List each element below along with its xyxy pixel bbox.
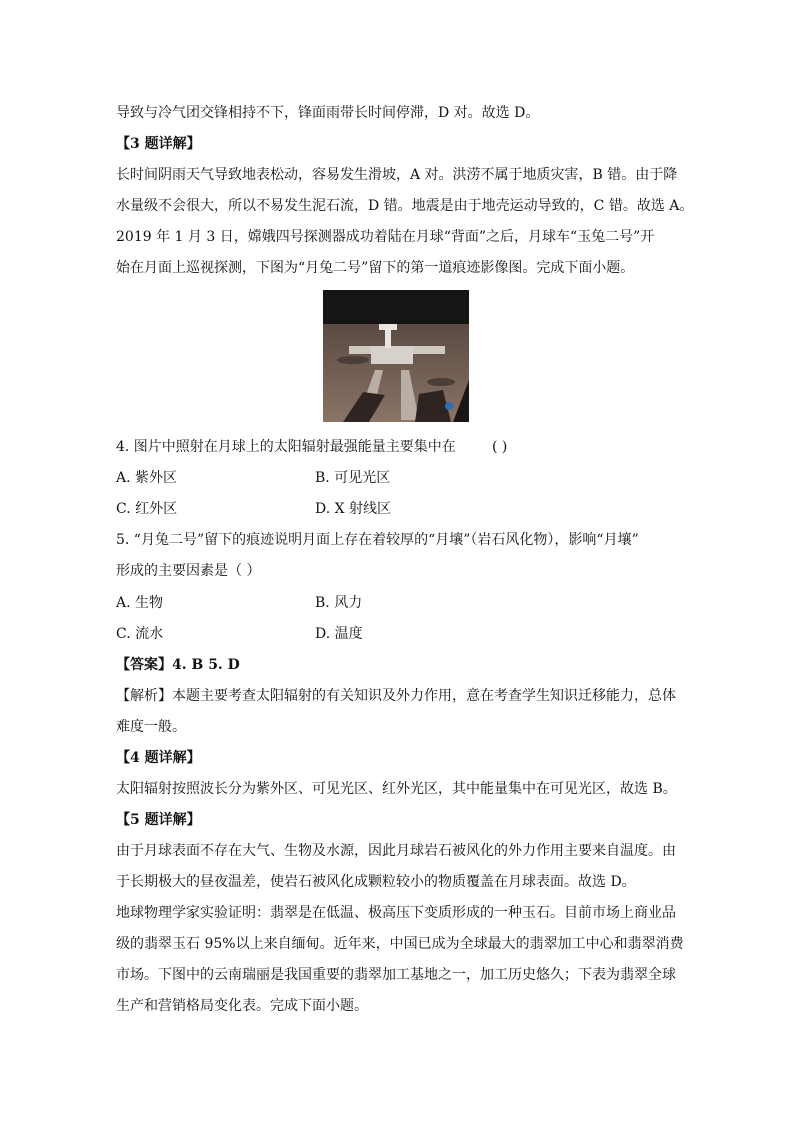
option-4a: A. 紫外区 <box>116 470 178 486</box>
text-line: 2019 年 1 月 3 日，嫦娥四号探测器成功着陆在月球“背面”之后，月球车“玉兔二号”开 <box>116 229 655 245</box>
option-4c: C. 红外区 <box>116 501 178 517</box>
analysis-line-cont: 难度一般。 <box>116 719 186 735</box>
text-line: 水量级不会很大，所以不易发生泥石流，D 错。地震是由于地壳运动导致的，C 错。故选 A。 <box>116 198 694 214</box>
detail-4: 太阳辐射按照波长分为紫外区、可见光区、红外光区，其中能量集中在可见光区，故选 B。 <box>116 781 677 797</box>
section-heading-5: 【5 题详解】 <box>116 812 201 828</box>
lunar-rover-photo <box>323 290 469 422</box>
passage-line: 市场。下图中的云南瑞丽是我国重要的翡翠加工基地之一，加工历史悠久；下表为翡翠全球 <box>116 967 676 983</box>
option-5b: B. 风力 <box>315 595 363 611</box>
option-5d: D. 温度 <box>315 626 363 642</box>
question-4-paren: ( ) <box>492 439 508 455</box>
detail-5-cont: 于长期极大的昼夜温差，使岩石被风化成颗粒较小的物质覆盖在月球表面。故选 D。 <box>116 874 636 890</box>
detail-5: 由于月球表面不存在大气、生物及水源，因此月球岩石被风化的外力作用主要来自温度。由 <box>116 843 676 859</box>
section-heading-4: 【4 题详解】 <box>116 750 201 766</box>
answer-line: 【答案】4. B 5. D <box>116 657 240 673</box>
text-line: 长时间阴雨天气导致地表松动，容易发生滑坡，A 对。洪涝不属于地质灾害，B 错。由于降 <box>116 167 678 183</box>
section-heading-3: 【3 题详解】 <box>116 136 201 152</box>
passage-line: 级的翡翠玉石 95%以上来自缅甸。近年来，中国已成为全球最大的翡翠加工中心和翡翠消费 <box>116 936 684 952</box>
passage-line: 地球物理学家实验证明：翡翠是在低温、极高压下变质形成的一种玉石。目前市场上商业品 <box>116 905 676 921</box>
passage-line: 生产和营销格局变化表。完成下面小题。 <box>116 998 368 1014</box>
text-line: 始在月面上巡视探测，下图为“月兔二号”留下的第一道痕迹影像图。完成下面小题。 <box>116 260 635 276</box>
text-line: 导致与冷气团交锋相持不下，锋面雨带长时间停滞，D 对。故选 D。 <box>116 105 540 121</box>
option-4b: B. 可见光区 <box>315 470 391 486</box>
question-4-stem: 4. 图片中照射在月球上的太阳辐射最强能量主要集中在 <box>116 439 456 455</box>
question-5-stem-cont: 形成的主要因素是（ ） <box>116 563 261 579</box>
lunar-rover-image <box>323 290 469 422</box>
option-4d: D. X 射线区 <box>315 501 392 517</box>
analysis-line: 【解析】本题主要考查太阳辐射的有关知识及外力作用，意在考查学生知识迁移能力，总体 <box>116 688 676 704</box>
question-5-stem: 5. “月兔二号”留下的痕迹说明月面上存在着较厚的“月壤”（岩石风化物），影响“月壤” <box>116 532 639 548</box>
option-5a: A. 生物 <box>116 595 164 611</box>
option-5c: C. 流水 <box>116 626 164 642</box>
